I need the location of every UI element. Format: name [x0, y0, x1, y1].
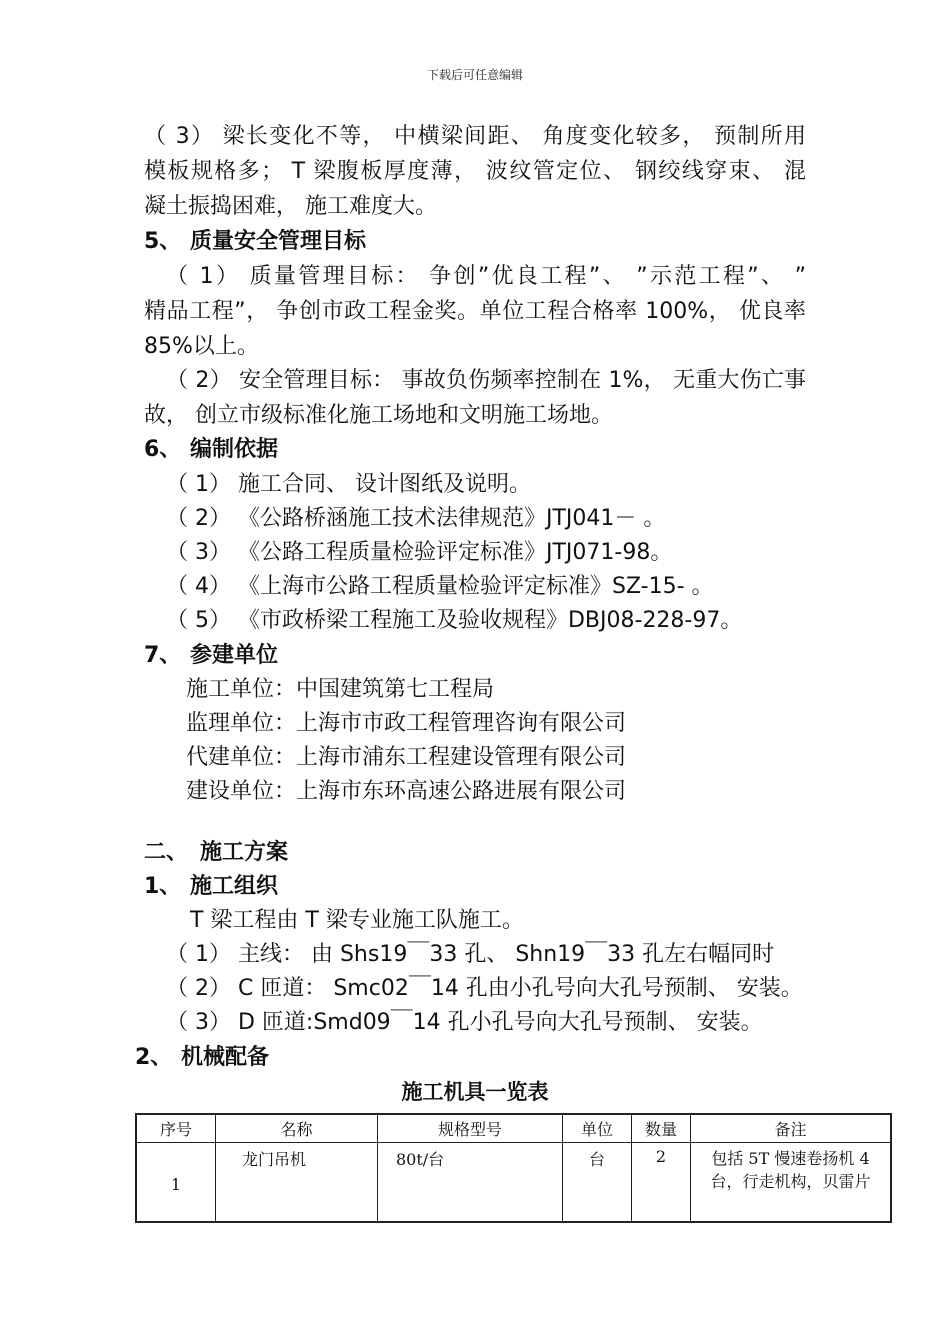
cell-qty: 2 — [632, 1143, 691, 1223]
cell-spec: 80t/台 — [378, 1143, 563, 1223]
paragraph-line: 故， 创立市级标准化施工场地和文明施工场地。 — [144, 403, 613, 428]
equipment-table — [135, 1113, 892, 1223]
unit-line: 监理单位：上海市市政工程管理咨询有限公司 — [186, 711, 627, 736]
section-heading-1 — [144, 872, 278, 902]
list-item: （ 2） 《公路桥涵施工技术法律规范》JTJ041－ 。 — [166, 506, 666, 531]
heading-text: 质量安全管理目标 — [190, 229, 367, 254]
heading-number: 二、 — [144, 840, 189, 865]
heading-text: 施工组织 — [190, 874, 279, 899]
list-item: （ 4） 《上海市公路工程质量检验评定标准》SZ-15- 。 — [166, 574, 714, 599]
cell-no: 1 — [136, 1143, 216, 1223]
section-heading-7 — [144, 641, 278, 671]
list-item: （ 3） D 匝道:Smd09￣14 孔小孔号向大孔号预制、 安装。 — [166, 1010, 763, 1035]
paragraph-line: 85%以上。 — [144, 334, 259, 359]
section-heading-5 — [144, 227, 366, 257]
list-item: （ 1） 施工合同、 设计图纸及说明。 — [166, 472, 531, 497]
unit-line: 代建单位：上海市浦东工程建设管理有限公司 — [186, 745, 627, 770]
table-header-row — [136, 1114, 891, 1143]
paragraph-line: 精品工程”， 争创市政工程金奖。单位工程合格率 100%， 优良率 — [144, 299, 806, 324]
paragraph-line: T 梁工程由 T 梁专业施工队施工。 — [190, 908, 524, 933]
list-item: （ 5） 《市政桥梁工程施工及验收规程》DBJ08-228-97。 — [166, 608, 743, 633]
paragraph-line: （ 1） 质量管理目标： 争创”优良工程”、 ”示范工程”、 ” — [166, 264, 806, 289]
heading-number: 7、 — [144, 643, 182, 668]
cell-name: 龙门吊机 — [216, 1143, 378, 1223]
table-row — [136, 1143, 891, 1223]
paragraph-line: （ 3） 梁长变化不等， 中横梁间距、 角度变化较多， 预制所用 — [144, 124, 806, 149]
heading-number: 1、 — [144, 874, 182, 899]
heading-number: 5、 — [144, 229, 182, 254]
list-item: （ 1） 主线： 由 Shs19￣33 孔、 Shn19￣33 孔左右幅同时 — [166, 942, 775, 967]
section-heading-6 — [144, 435, 278, 465]
header-cell-no: 序号 — [136, 1114, 216, 1143]
header-cell-name: 名称 — [216, 1114, 378, 1143]
header-cell-unit: 单位 — [563, 1114, 632, 1143]
header-cell-spec: 规格型号 — [378, 1114, 563, 1143]
section-heading-2 — [135, 1043, 269, 1073]
heading-text: 参建单位 — [190, 643, 279, 668]
heading-number: 6、 — [144, 437, 182, 462]
cell-note: 包括 5T 慢速卷扬机 4 台，行走机构，贝雷片 — [691, 1143, 892, 1223]
paragraph-line: （ 2） 安全管理目标： 事故负伤频率控制在 1%， 无重大伤亡事 — [166, 368, 806, 393]
heading-number: 2、 — [135, 1045, 173, 1070]
heading-text: 编制依据 — [190, 437, 279, 462]
heading-text: 机械配备 — [181, 1045, 270, 1070]
cell-unit: 台 — [563, 1143, 632, 1223]
header-cell-note: 备注 — [691, 1114, 892, 1143]
list-item: （ 3） 《公路工程质量检验评定标准》JTJ071-98。 — [166, 540, 673, 565]
unit-line: 施工单位：中国建筑第七工程局 — [186, 677, 495, 702]
unit-line: 建设单位：上海市东环高速公路进展有限公司 — [186, 779, 627, 804]
heading-text: 施工方案 — [200, 840, 289, 865]
paragraph-line: 凝土振捣困难， 施工难度大。 — [144, 194, 437, 219]
page-header: 下载后可任意编辑 — [426, 68, 523, 82]
paragraph-line: 模板规格多； T 梁腹板厚度薄， 波纹管定位、 钢绞线穿束、 混 — [144, 159, 806, 184]
chapter-heading — [144, 838, 288, 868]
header-cell-qty: 数量 — [632, 1114, 691, 1143]
table-title: 施工机具一览表 — [401, 1080, 549, 1104]
list-item: （ 2） C 匝道： Smc02￣14 孔由小孔号向大孔号预制、 安装。 — [166, 976, 803, 1001]
